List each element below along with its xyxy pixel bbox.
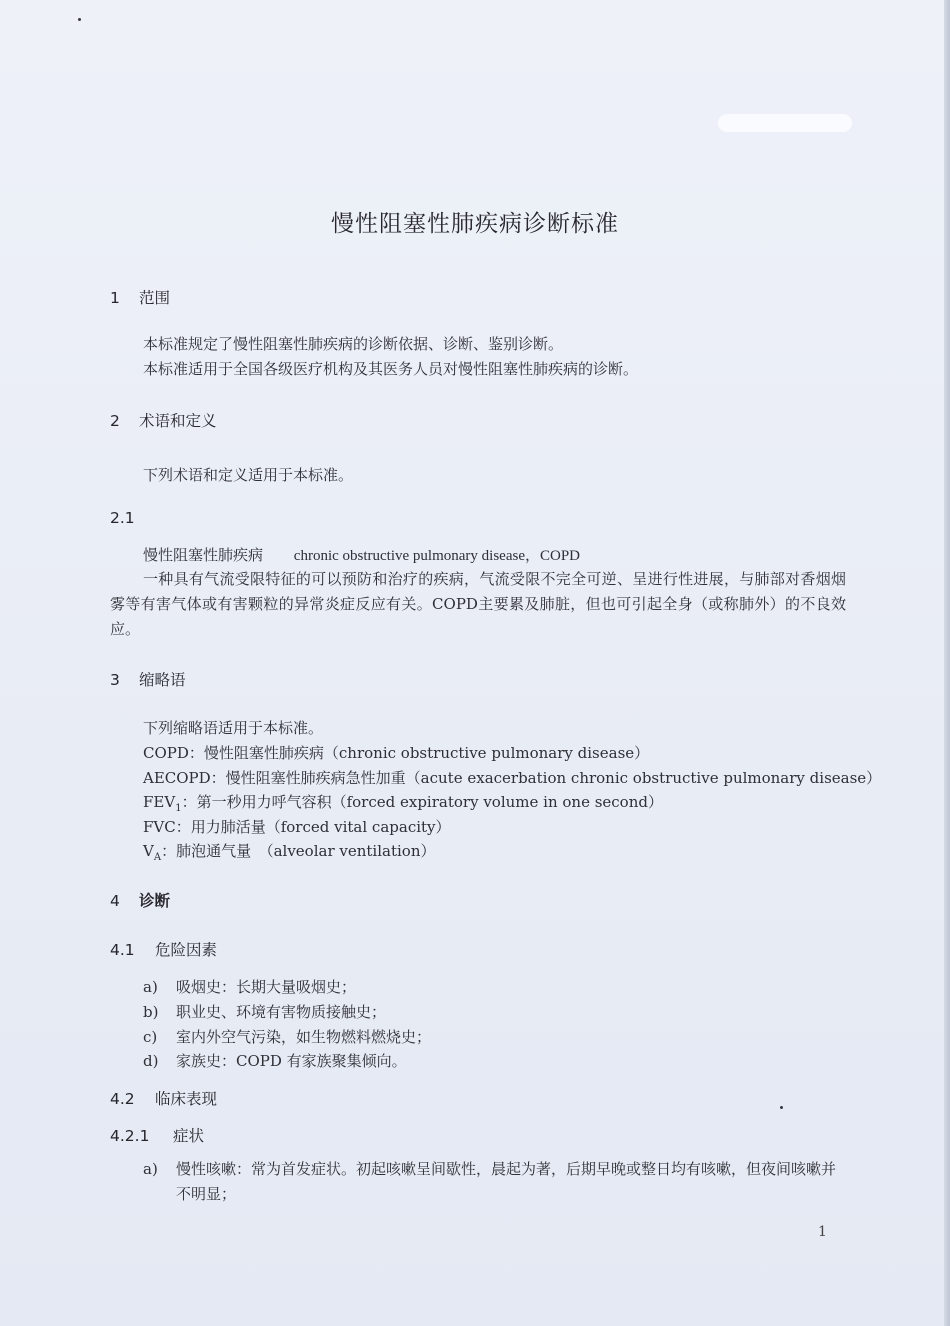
abbr-text: 第一秒用力呼气容积（forced expiratory volume in one second） (196, 793, 663, 811)
abbr-subscript: 1 (175, 803, 182, 814)
section-label: 缩略语 (138, 671, 186, 689)
abbr-term: V (143, 842, 154, 860)
section-label: 诊断 (138, 892, 170, 910)
list-item (143, 1026, 431, 1047)
abbr-term: FEV (143, 793, 176, 811)
section-number: 4.2 (110, 1090, 135, 1108)
list-marker: a) (143, 1160, 158, 1178)
section-4-heading (110, 889, 170, 911)
scan-speck (780, 1106, 783, 1109)
abbr-va (143, 840, 436, 863)
scan-speck (78, 18, 81, 21)
document-title: 慢性阻塞性肺疾病诊断标准 (331, 211, 619, 237)
section-2-1-heading (110, 509, 135, 527)
list-text: 吸烟史：长期大量吸烟史； (176, 978, 357, 996)
section-4-2-heading (110, 1087, 217, 1109)
list-text: 室内外空气污染，如生物燃料燃烧史； (176, 1028, 432, 1046)
list-item (143, 1050, 407, 1071)
section-number: 3 (110, 671, 120, 689)
section-number: 4 (110, 892, 120, 910)
list-text: 家族史：COPD 有家族聚集倾向。 (176, 1052, 407, 1070)
section-number: 2 (110, 412, 120, 430)
list-marker: a) (143, 978, 158, 996)
term-entry (143, 544, 580, 565)
section-4-2-1-heading (110, 1124, 204, 1146)
list-marker: c) (143, 1028, 158, 1046)
section-4-1-heading (110, 938, 217, 960)
abbr-fev1 (143, 791, 663, 814)
term-definition: 一种具有气流受限特征的可以预防和治疗的疾病，气流受限不完全可逆、呈进行性进展，与肺部对香烟烟雾等有害气体或有害颗粒的异常炎症反应有关。COPD主要累及肺脏，但也可引起全身（或称肺外）的不良效应。 (110, 570, 846, 638)
abbr-aecopd: AECOPD：慢性阻塞性肺疾病急性加重（acute exacerbation chronic obstructive pulmonary disease） (143, 769, 882, 787)
scope-line-2: 本标准适用于全国各级医疗机构及其医务人员对慢性阻塞性肺疾病的诊断。 (143, 360, 639, 378)
abbr-subscript: A (153, 852, 162, 863)
abbr-text: 肺泡通气量 （alveolar ventilation） (176, 842, 436, 860)
term-chinese: 慢性阻塞性肺疾病 (143, 546, 264, 564)
section-label: 术语和定义 (138, 412, 217, 430)
list-text: 职业史、环境有害物质接触史； (176, 1003, 387, 1021)
list-item (143, 976, 356, 997)
abbr-colon: ： (181, 793, 197, 811)
section-number: 1 (110, 289, 120, 307)
scope-line-1: 本标准规定了慢性阻塞性肺疾病的诊断依据、诊断、鉴别诊断。 (143, 335, 564, 353)
list-item (143, 1157, 848, 1207)
list-marker: b) (143, 1003, 159, 1021)
section-label: 范围 (138, 289, 170, 307)
section-1-heading (110, 286, 170, 308)
section-label: 危险因素 (154, 941, 217, 959)
terms-intro: 下列术语和定义适用于本标准。 (143, 466, 354, 484)
list-item (143, 1001, 386, 1022)
page-number: 1 (818, 1224, 827, 1240)
section-number: 2.1 (110, 509, 135, 527)
section-label: 症状 (172, 1127, 204, 1145)
page-edge-shadow (944, 0, 950, 1326)
redaction-mark (718, 114, 852, 132)
section-3-heading (110, 668, 185, 690)
term-english: chronic obstructive pulmonary disease，COPD (293, 548, 580, 564)
abbr-copd: COPD：慢性阻塞性肺疾病（chronic obstructive pulmonary disease） (143, 744, 650, 762)
abbr-intro: 下列缩略语适用于本标准。 (143, 719, 324, 737)
list-marker: d) (143, 1052, 159, 1070)
section-number: 4.2.1 (110, 1127, 150, 1145)
abbr-fvc: FVC：用力肺活量（forced vital capacity） (143, 818, 451, 836)
section-label: 临床表现 (154, 1090, 217, 1108)
abbr-colon: ： (161, 842, 177, 860)
section-2-heading (110, 409, 216, 431)
section-number: 4.1 (110, 941, 135, 959)
list-text: 慢性咳嗽：常为首发症状。初起咳嗽呈间歇性，晨起为著，后期早晚或整日均有咳嗽，但夜间咳嗽并不明显； (176, 1160, 837, 1203)
